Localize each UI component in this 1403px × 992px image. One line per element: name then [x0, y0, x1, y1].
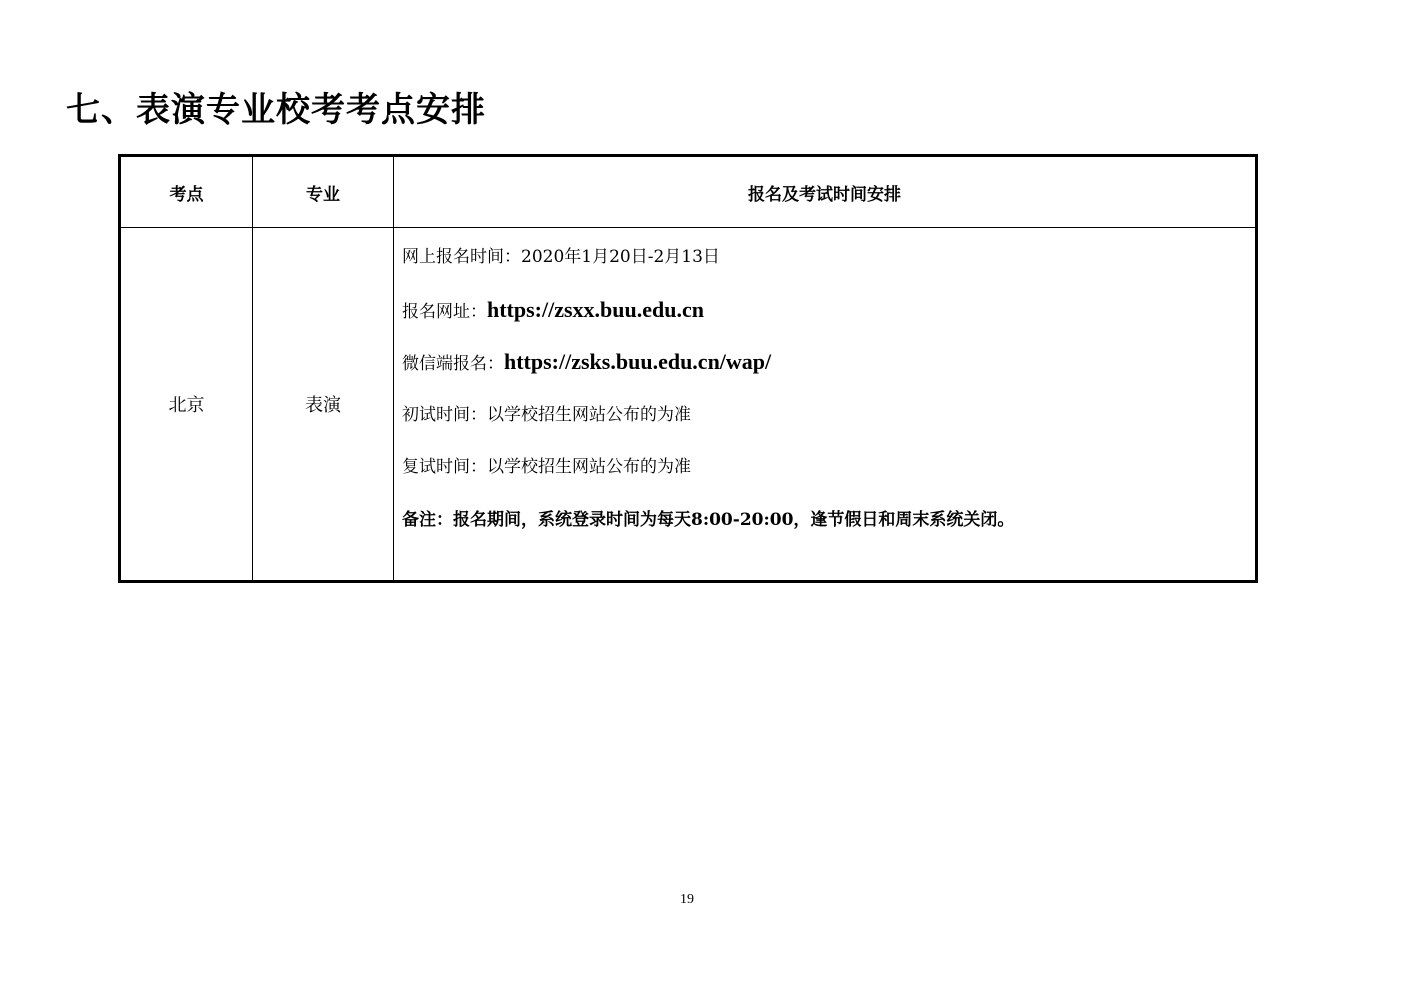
cell-major: 表演	[253, 228, 394, 582]
exam-schedule-table	[118, 154, 1258, 583]
registration-url-link[interactable]: https://zsxx.buu.edu.cn	[487, 296, 705, 322]
cell-schedule-details	[394, 228, 1257, 582]
registration-url-label: 报名网址：	[402, 301, 487, 322]
second-exam-time-line	[402, 452, 1255, 505]
wechat-registration-label: 微信端报名：	[402, 354, 504, 374]
page-number: 19	[680, 892, 694, 907]
wechat-registration-line	[402, 347, 1255, 400]
registration-time-label: 网上报名时间：	[402, 247, 521, 267]
registration-time-value: 2020年1月20日-2月13日	[521, 247, 720, 267]
second-exam-time-label: 复试时间：	[402, 457, 487, 477]
remark-value: 报名期间，系统登录时间为每天8:00-20:00，逢节假日和周末系统关闭。	[453, 509, 1015, 530]
remark-label: 备注：	[402, 509, 453, 530]
header-major: 专业	[253, 156, 394, 228]
first-exam-time-value: 以学校招生网站公布的为准	[487, 404, 691, 425]
header-schedule: 报名及考试时间安排	[394, 156, 1257, 228]
first-exam-time-line	[402, 400, 1255, 453]
remark-line	[402, 505, 1255, 558]
header-venue: 考点	[120, 156, 253, 228]
wechat-registration-link[interactable]: https://zsks.buu.edu.cn/wap/	[504, 349, 772, 374]
table-row	[120, 228, 1257, 582]
cell-venue: 北京	[120, 228, 253, 582]
page-title: 七、表演专业校考考点安排	[66, 90, 486, 130]
registration-url-line	[402, 295, 1255, 348]
table-header-row	[120, 156, 1257, 228]
second-exam-time-value: 以学校招生网站公布的为准	[487, 457, 691, 477]
first-exam-time-label: 初试时间：	[402, 404, 487, 425]
registration-time-line	[402, 242, 1255, 295]
